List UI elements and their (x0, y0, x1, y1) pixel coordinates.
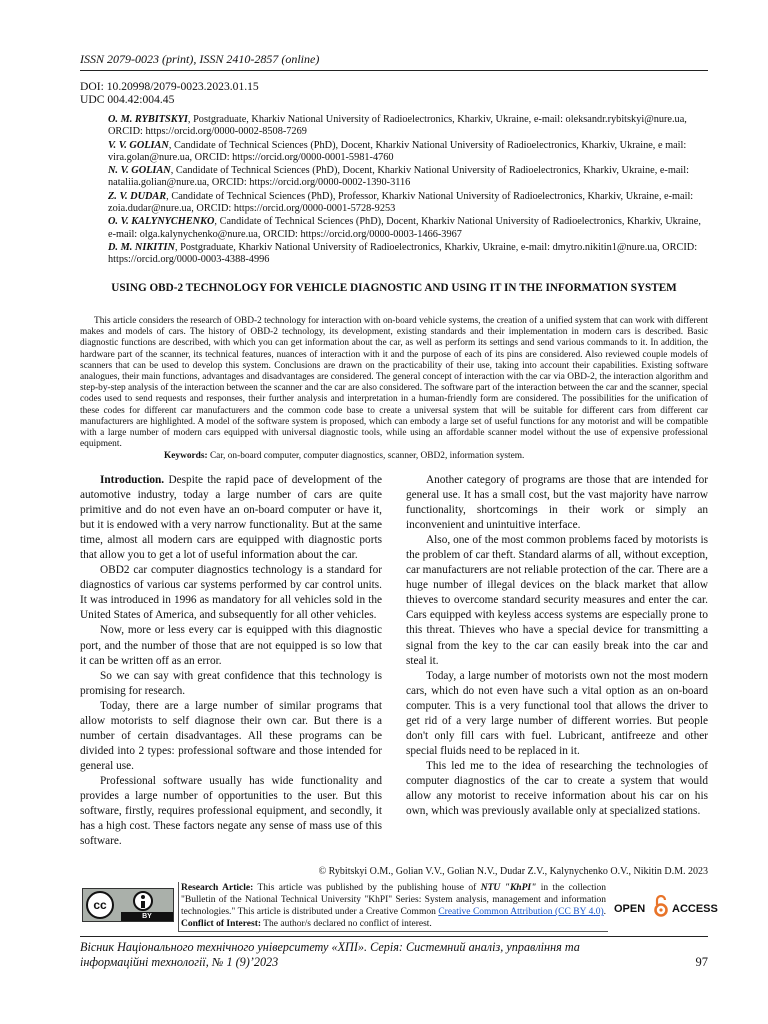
research-article-label: Research Article: (181, 883, 254, 893)
intro-label: Introduction. (100, 474, 165, 486)
author-info: , Postgraduate, Kharkiv National University of Radioelectronics, Kharkiv, Ukraine, e-mail: oleksandr.rybitskyi@nure.ua, ORCID: https://orcid.org/0000-0002-8508-7269 (108, 114, 687, 138)
body-paragraph: Today, there are a large number of similar programs that allow motorists to self diagnose their own car. But there is a number of certain disadvantages. All these programs can be divided into 2 types: professional software and those intended for general use. (80, 699, 382, 772)
body-paragraph: This led me to the idea of researching the technologies of computer diagnostics of the car to create a system that would allow any motorist to receive information about his car on his own, which was previously available only at specialized stations. (406, 759, 708, 818)
body-paragraph: Another category of programs are those that are intended for general use. It has a small cost, but the vast majority have narrow functionality, shortcomings in their work or simply an inconvenient and unintuitive interface. (406, 474, 708, 532)
copyright-line: © Rybitskyi O.M., Golian V.V., Golian N.V., Dudar Z.V., Kalynychenko O.V., Nikitin D.M. 2023 (318, 866, 708, 877)
author-info: , Candidate of Technical Sciences (PhD), Docent, Kharkiv National University of Radioelectronics, Kharkiv, Ukraine, e mail: vira.golan@nure.ua, ORCID: https://orcid.org/0000-0001-5981-4760 (108, 139, 687, 163)
author-name: O. M. RYBITSKYI (108, 114, 188, 125)
intro-text: Despite the rapid pace of development of the automotive industry, today a large number of cars are quite primitive and do not even have an on-board computer or have it, but it is endowed with a very narrow functionality. But at the same time, almost all modern cars are equipped with diagnostic ports that allow you to get a lot of useful information about the car. (80, 474, 382, 562)
license-text-part: This article was published by the publishing house of (253, 883, 481, 893)
license-block (80, 882, 718, 932)
author-list (108, 114, 708, 268)
by-label: BY (121, 912, 173, 921)
author-entry (108, 140, 708, 165)
paper-title: USING OBD-2 TECHNOLOGY FOR VEHICLE DIAGNOSTIC AND USING IT IN THE INFORMATION SYSTEM (111, 282, 677, 294)
doi: DOI: 10.20998/2079-0023.2023.01.15 (80, 80, 259, 93)
license-text-part: . (603, 907, 606, 917)
cc-icon: cc (86, 891, 114, 919)
author-name: Z. V. DUDAR (108, 190, 167, 202)
body-paragraph: Also, one of the most common problems faced by motorists is the problem of car theft. Standard alarms of all, without exception, car manufacturers are not reliable protection of the car. There are a huge number of illegal devices on the black market that allow thieves to overcome standard security measures and enter the car. Cars equipped with keyless access systems are especially prone to this threat. Thieves who have a special device for transmitting a signal from the key to the car can easily break into the car and steal it. (406, 534, 708, 667)
license-text (181, 882, 606, 930)
conflict-text: The author/s declared no conflict of interest. (261, 919, 432, 929)
author-info: , Candidate of Technical Sciences (PhD), Professor, Kharkiv National University of Radioelectronics, Kharkiv, Ukraine, e-mail: zoia.dudar@nure.ua, ORCID: https://orcid.org/0000-0001-5728-9253 (108, 190, 694, 215)
keywords (80, 451, 708, 462)
page-number: 97 (695, 955, 708, 969)
left-column (80, 473, 382, 849)
header-divider (80, 70, 708, 71)
open-word: OPEN (614, 903, 646, 915)
author-name: N. V. GOLIAN (108, 165, 171, 177)
publisher-name: NTU "KhPI" (480, 883, 537, 893)
body-paragraph: OBD2 car computer diagnostics technology is a standard for diagnostics of various car systems performed by car control units. It was introduced in 1996 as mandatory for all vehicles sold in the United States of America, and subsequently for all other vehicles. (80, 564, 382, 622)
doi-block (80, 80, 259, 106)
intro-paragraph (80, 473, 382, 563)
author-info: , Candidate of Technical Sciences (PhD), Docent, Kharkiv National University of Radioelectronics, Kharkiv, Ukraine, e-mail: nataliia.golian@nure.ua, ORCID: https://orcid.org/0000-0002-1390-3116 (108, 165, 690, 189)
cc-by-license-icon[interactable] (82, 888, 174, 922)
keywords-label: Keywords: (164, 451, 208, 461)
journal-footer: Вісник Національного технічного університету «ХПІ». Серія: Системний аналіз, управління та інформаційні технології, № 1 (9)’2023 (80, 940, 580, 969)
author-info: , Candidate of Technical Sciences (PhD), Docent, Kharkiv National University of Radioelectronics, Kharkiv, Ukraine, e-mail: olga.kalynychenko@nure.ua, ORCID: https://orcid.org/0000-0003-1466-3967 (108, 216, 701, 240)
conflict-label: Conflict of Interest: (181, 919, 262, 929)
author-entry (108, 242, 708, 267)
cc-license-link[interactable]: Creative Common Attribution (CC BY 4.0) (438, 907, 604, 917)
udc: UDC 004.42:004.45 (80, 93, 175, 106)
author-entry (108, 114, 708, 139)
issn-line: ISSN 2079-0023 (print), ISSN 2410-2857 (online) (80, 52, 320, 66)
open-access-lock-icon (653, 895, 669, 917)
license-text-part: in the collection "Bulletin of the National Technical University "KhPI" Series: System analysis, management and information technologies." This article is distributed under a Creative Common (181, 883, 606, 917)
footer-divider (80, 936, 708, 937)
author-entry (108, 216, 708, 241)
author-info: , Postgraduate, Kharkiv National University of Radioelectronics, Kharkiv, Ukraine, e-mail: dmytro.nikitin1@nure.ua, ORCID: https://orcid.org/0000-0003-4388-4996 (108, 241, 698, 266)
open-access-logo (614, 898, 718, 922)
author-name: O. V. KALYNYCHENKO (108, 216, 215, 228)
author-entry (108, 165, 708, 190)
keywords-text: Car, on-board computer, computer diagnostics, scanner, OBD2, information system. (207, 451, 525, 461)
author-name: V. V. GOLIAN (108, 139, 169, 151)
body-paragraph: Now, more or less every car is equipped with this diagnostic port, and the number of those that are not equipped is so low that it can be written off as an error. (80, 624, 382, 667)
attribution-person-icon (133, 891, 153, 911)
right-column (406, 473, 708, 819)
access-word: ACCESS (672, 903, 718, 915)
body-paragraph: Today, a large number of motorists own not the most modern cars, which do not even have such a vital option as an on-board computer. This is a very functional tool that allows the driver to get rid of a very large number of different worries. But people don't only fill cars with fuel. Lubricant, antifreeze and other special fluids need to be replaced in it. (406, 669, 708, 757)
body-paragraph: So we can say with great confidence that this technology is promising for research. (80, 669, 382, 697)
author-name: D. M. NIKITIN (108, 241, 175, 253)
body-paragraph: Professional software usually has wide functionality and provides a large number of opportunities to the user. But this software, firstly, requires professional equipment, and secondly, it has a high cost. These factors negate any sense of mass use of this software. (80, 774, 382, 848)
abstract: This article considers the research of OBD-2 technology for interaction with on-board vehicle systems, the creation of a unified system that can work with different makes and models of cars. The history of OBD-2 technology, its development, existing standards and their implementation in modern cars is described. Basic diagnostic functions are described, with which you can get information about the car, as well as perform its settings and send various commands to it. In addition, the hardware part of the scanner, its technical features, nuances of interaction with it and the purpose of each of its pins are considered. Also reviewed couple models of scanners that can be used to develop this system. Conclusions are drawn on the practicability of their use, taking into account their capabilities. Existing software analogues, their main functions, advantages and disadvantages are considered. The general concept of interaction with the car via OBD-2, the interaction algorithm and step-by-step analysis of the interaction between the scanner and the car are also considered. The software part of the interaction between the car and the scanner, special codes used to send requests and responses, their further analysis and interpretation in a human-friendly form are considered. The possibilities for the unification of these codes for different car manufacturers and the common code base to create a universal system that will be suitable for different cars from different car manufacturers are highlighted. A model of the software system is proposed, which can embody a large set of useful functions for any motorist and will be compatible with a large number of modern cars equipped with universal diagnostic tools, while using an affordable scanner model without the use of expensive professional equipment. (80, 316, 708, 450)
author-entry (108, 191, 708, 216)
